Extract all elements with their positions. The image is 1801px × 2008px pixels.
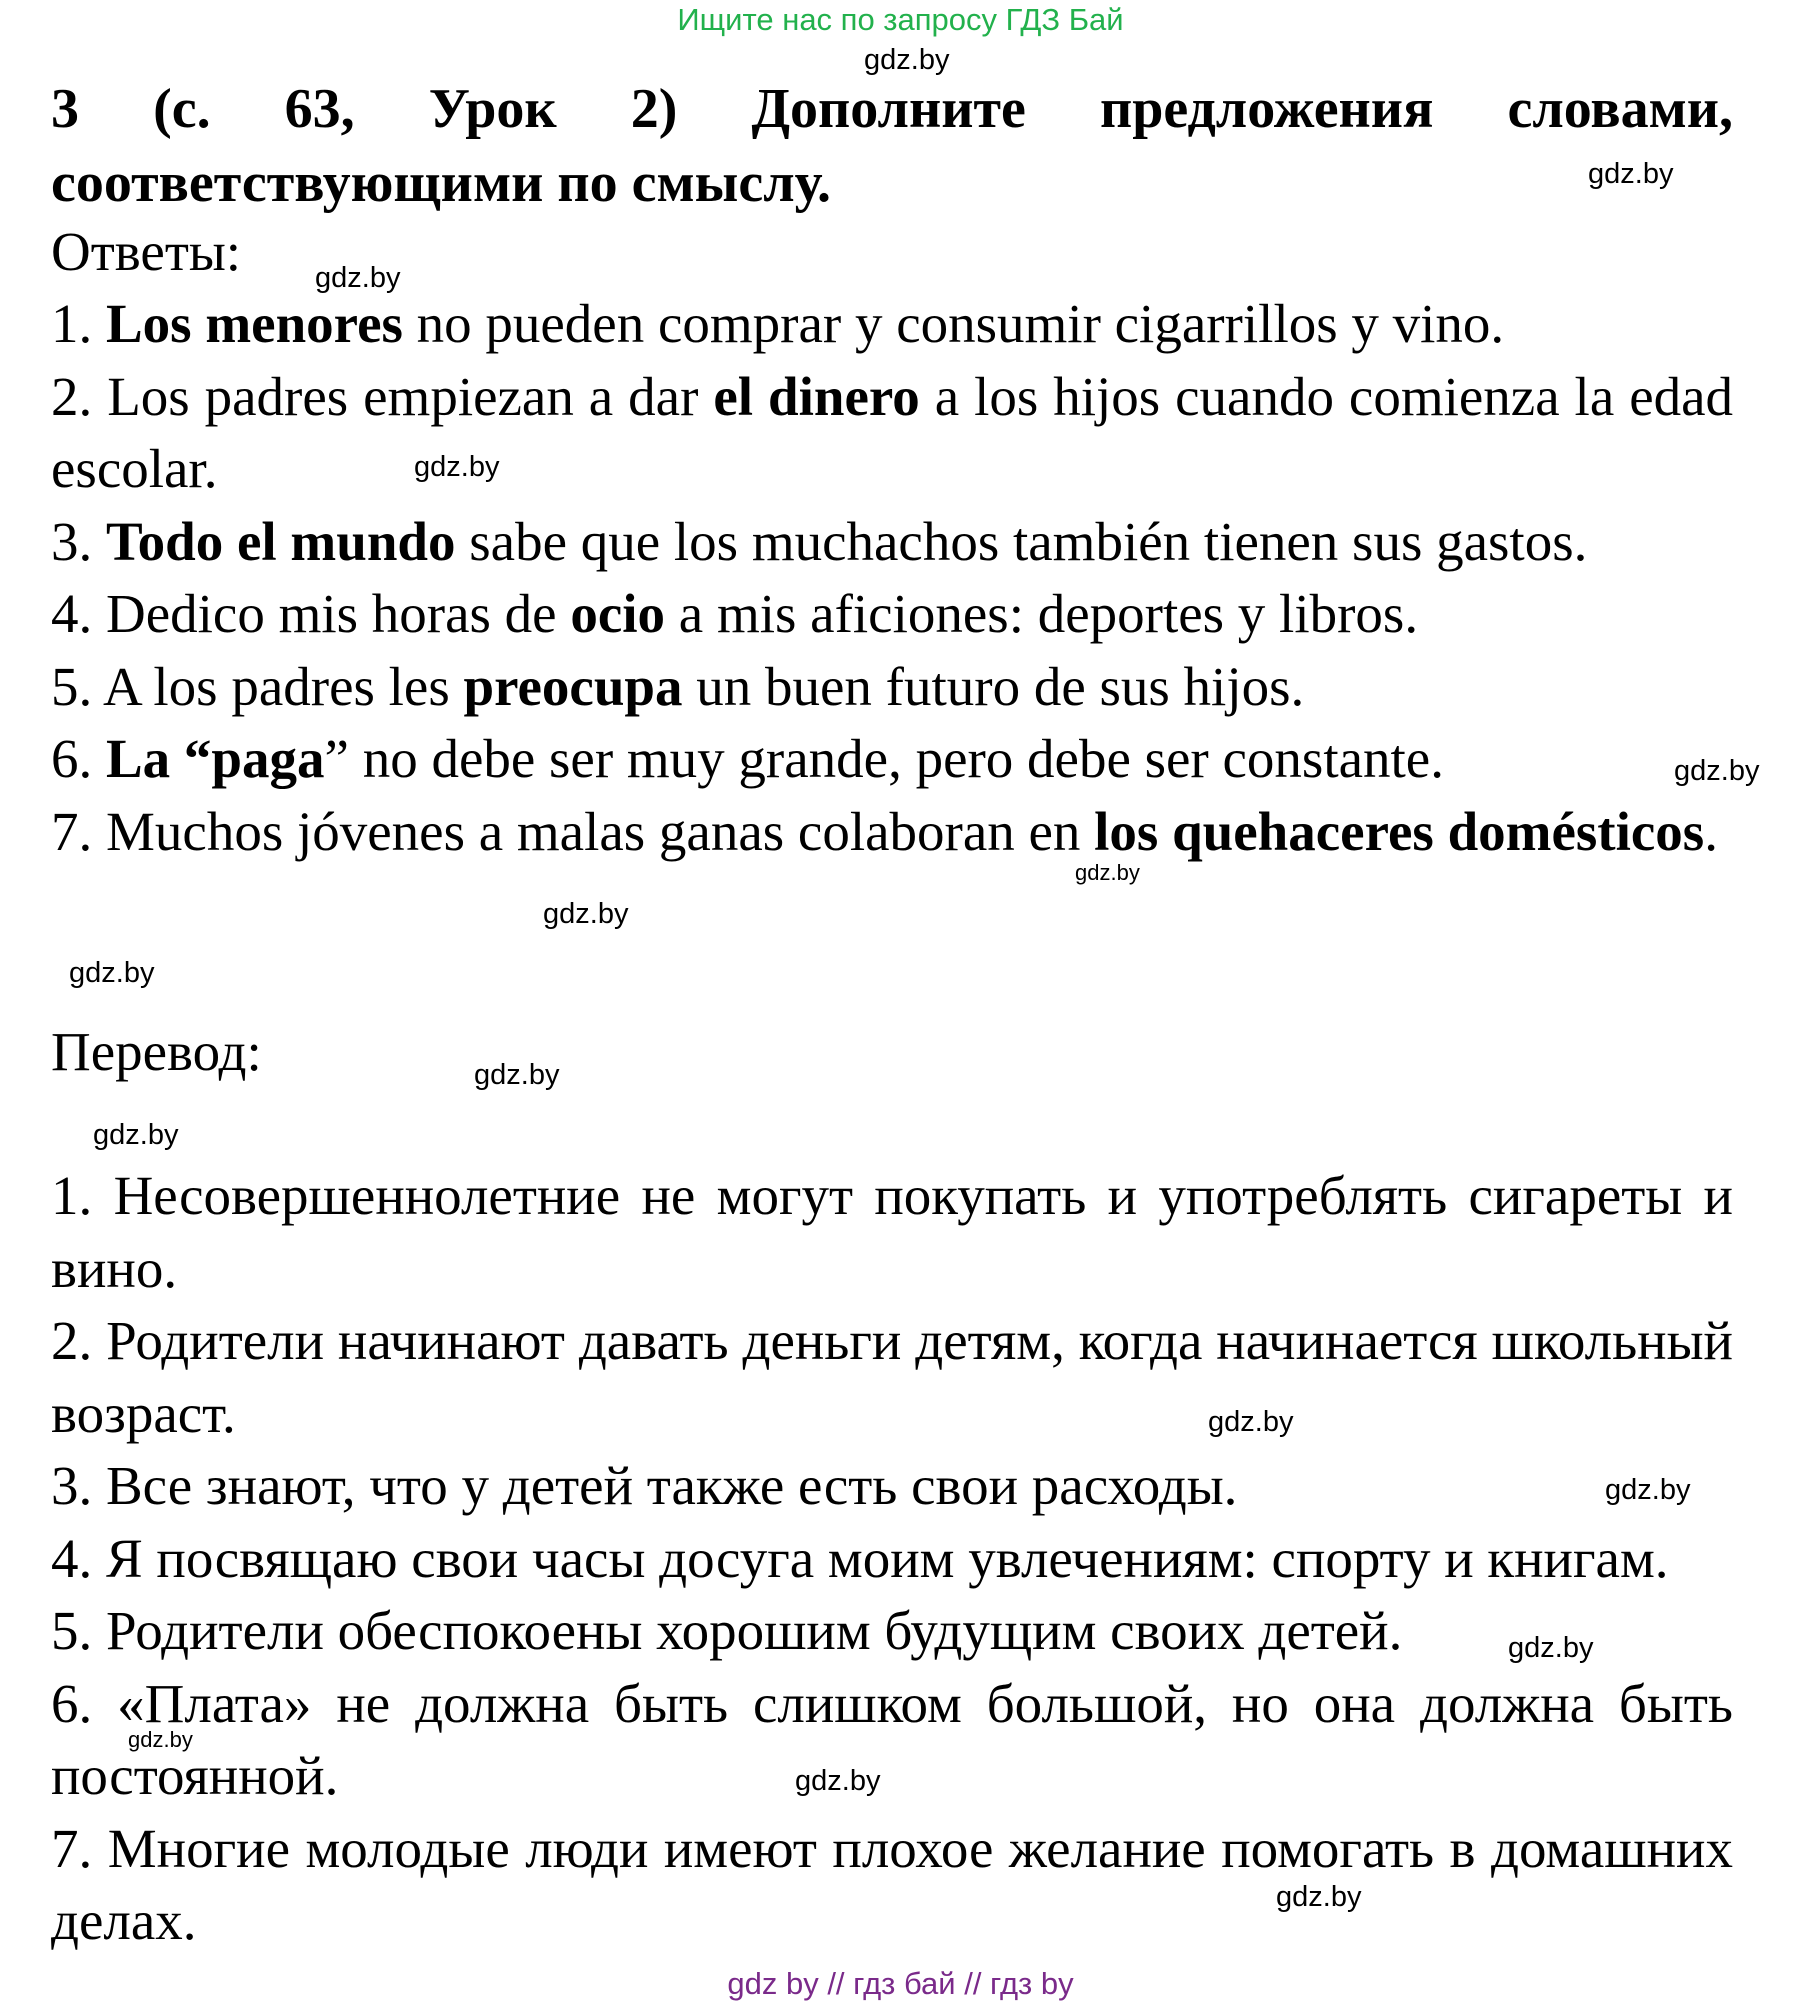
watermark: gdz.by [1075,860,1140,885]
footer-links[interactable]: gdz by // гдз бай // гдз by [727,1966,1074,2001]
watermark: gdz.by [795,1765,881,1797]
answer-item-6: 6. La “paga” no debe ser muy grande, pero debe ser constante. [51,728,1444,789]
answer-item-1: 1. Los menores no pueden comprar y consumir cigarrillos y vino. [51,293,1505,354]
translation-item-5: 5. Родители обеспокоены хорошим будущим своих детей. [51,1600,1403,1661]
translation-item-1: 1. Несовершеннолетние не могут покупать и употреблять сигареты и вино. [51,1165,1733,1299]
answers-list [51,288,1733,868]
watermark: gdz.by [1674,755,1760,787]
watermark: gdz.by [1588,158,1674,190]
watermark: gdz.by [1508,1632,1594,1664]
watermark: gdz.by [1276,1881,1362,1913]
watermark: gdz.by [315,262,401,294]
translation-item-2: 2. Родители начинают давать деньги детям, когда начинается школьный возраст. [51,1310,1733,1444]
answer-item-3: 3. Todo el mundo sabe que los muchachos también tienen sus gastos. [51,510,1588,572]
translations-list [51,1160,1733,1958]
watermark: gdz.by [864,44,950,76]
translation-item-4: 4. Я посвящаю свои часы досуга моим увлечениям: спорту и книгам. [51,1527,1669,1589]
exercise-heading [51,72,1733,220]
watermark: gdz.by [93,1119,179,1151]
heading-line-2: соответствующими по смыслу. [51,152,832,214]
watermark: gdz.by [474,1059,560,1091]
answer-item-7: 7. Muchos jóvenes a malas ganas colaboran en los quehaceres domésticos. [51,800,1718,862]
answer-item-4: 4. Dedico mis horas de ocio a mis aficiones: deportes y libros. [51,583,1419,644]
watermark: gdz.by [1208,1406,1294,1438]
answers-label: Ответы: [51,221,242,282]
answer-item-2: 2. Los padres empiezan a dar el dinero a los hijos cuando comienza la edad escolar. [51,365,1734,499]
translation-item-6: 6. «Плата» не должна быть слишком большой, но она должна быть постоянной. [51,1672,1733,1806]
translation-item-7: 7. Многие молодые люди имеют плохое желание помогать в домашних делах. [51,1817,1733,1951]
answer-item-5: 5. A los padres les preocupa un buen futuro de sus hijos. [51,655,1305,717]
top-banner-link[interactable]: Ищите нас по запросу ГДЗ Бай [677,2,1124,37]
heading-line-1: 3 (с. 63, Урок 2) Дополните предложения словами, [51,78,1733,140]
watermark: gdz.by [414,451,500,483]
translation-item-3: 3. Все знают, что у детей также есть свои расходы. [51,1455,1238,1516]
watermark: gdz.by [543,898,629,930]
watermark: gdz.by [128,1727,193,1752]
watermark: gdz.by [69,957,155,989]
translation-label: Перевод: [51,1021,262,1082]
watermark: gdz.by [1605,1474,1691,1506]
